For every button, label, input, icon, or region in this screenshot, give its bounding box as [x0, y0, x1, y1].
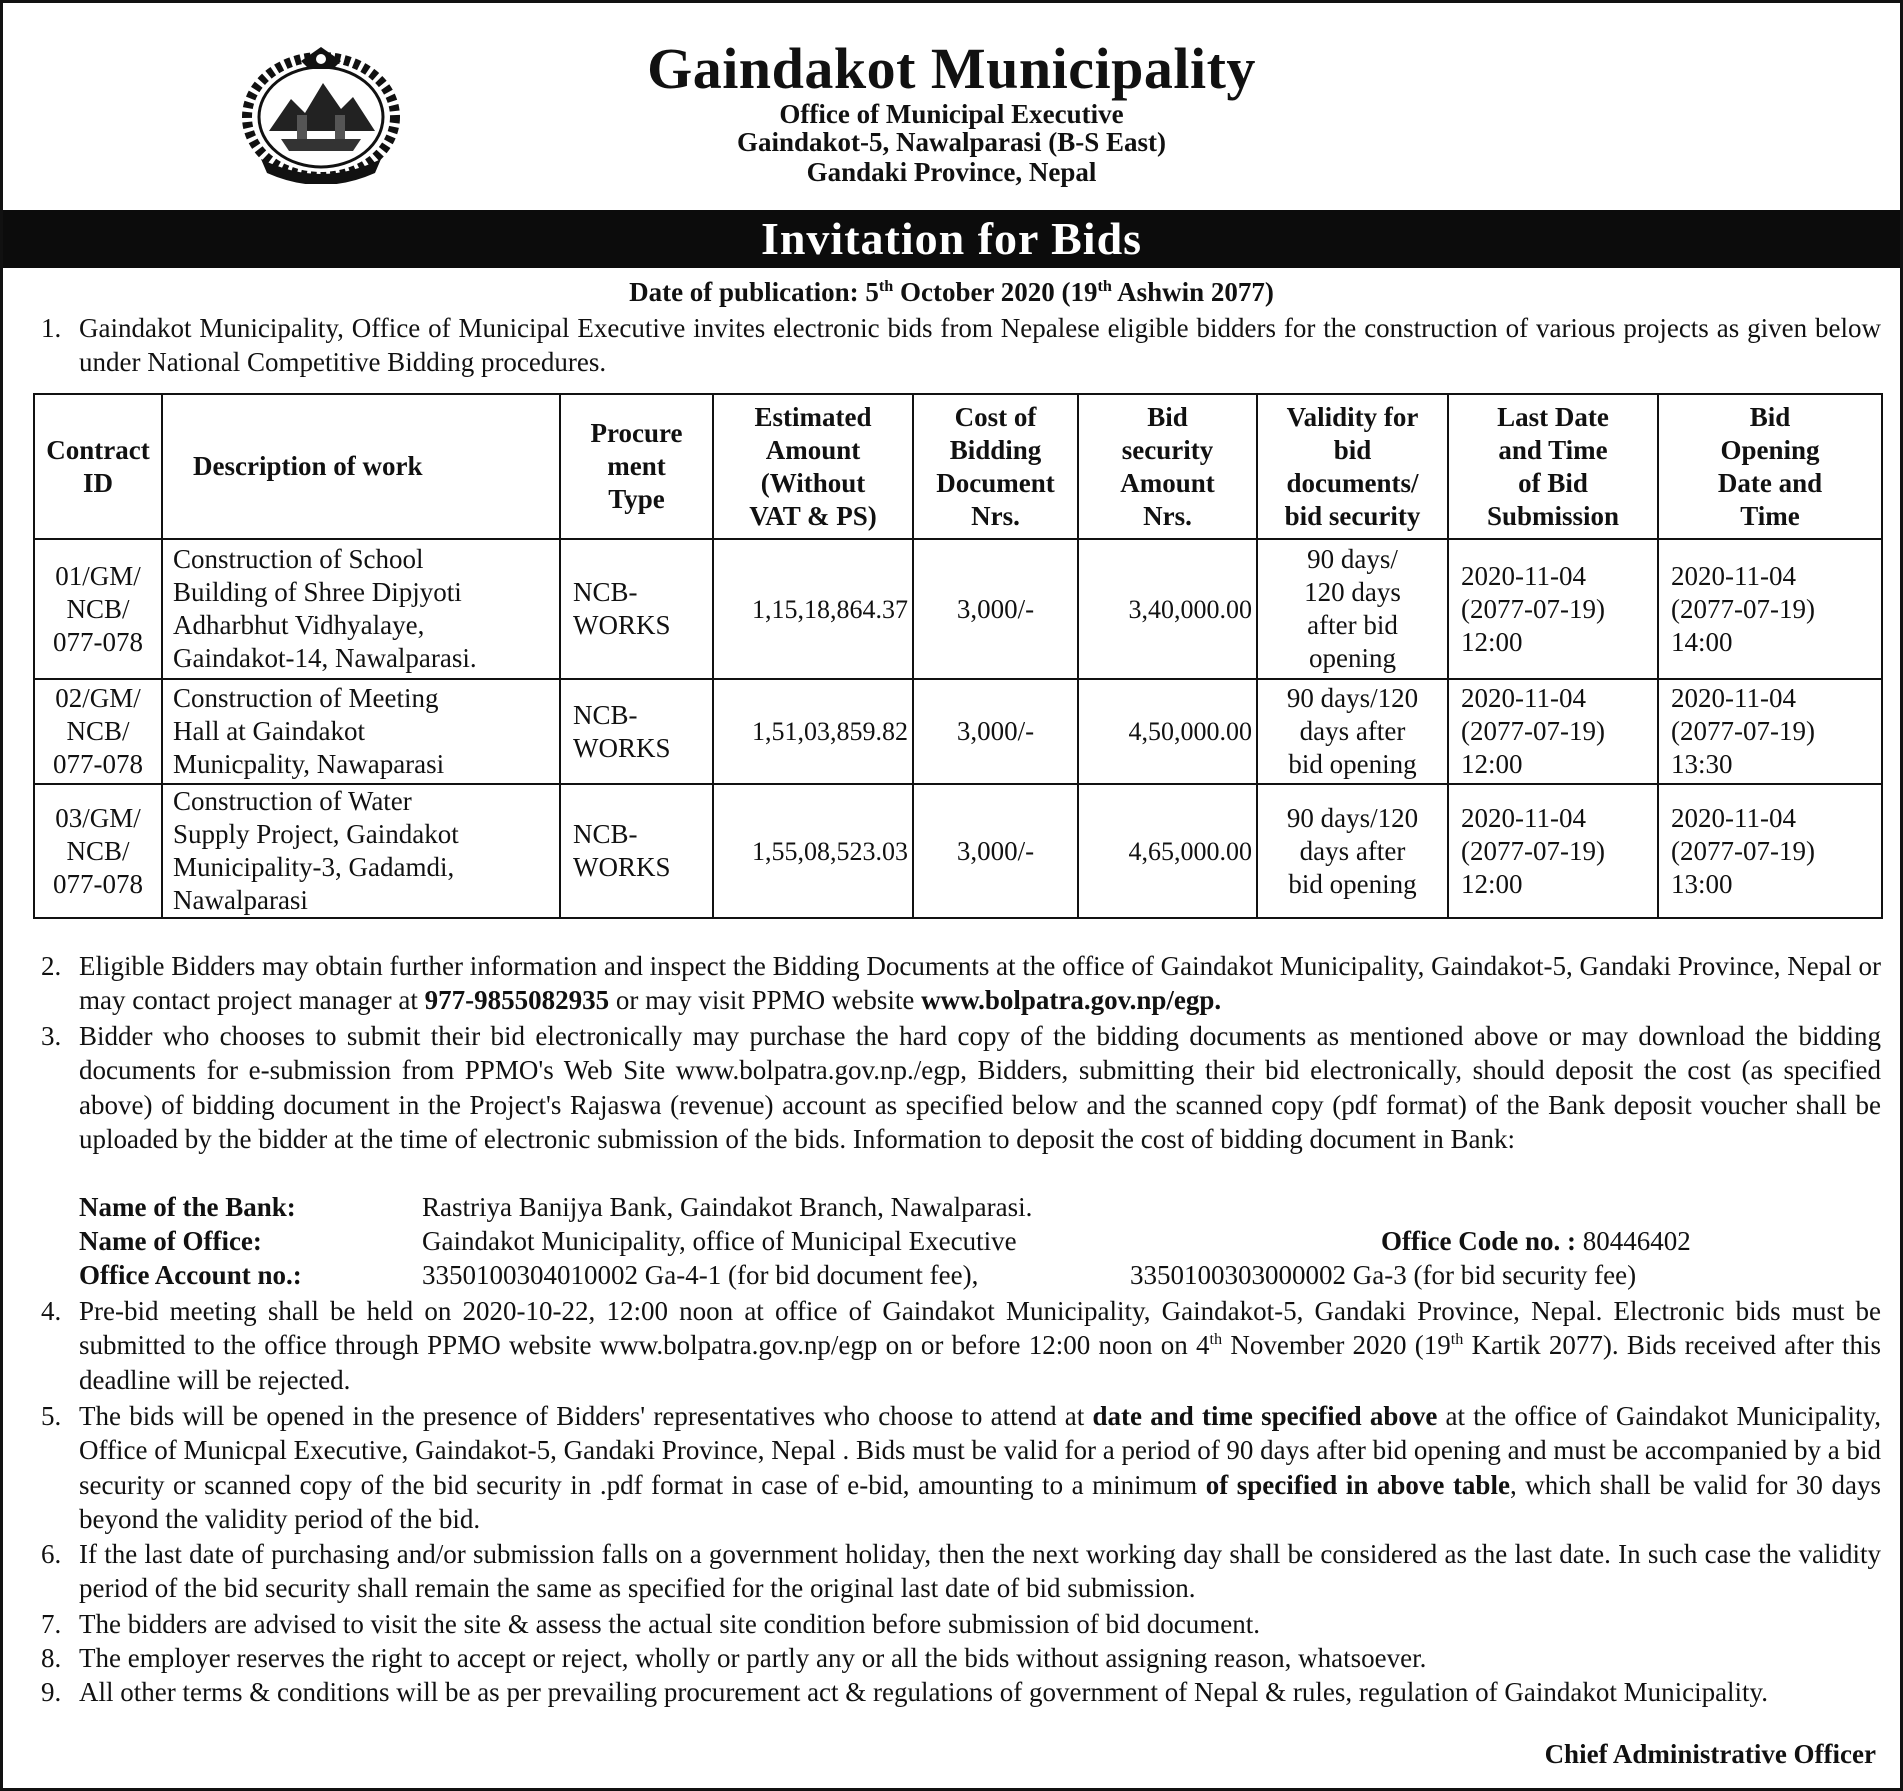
office-name: Office of Municipal Executive	[779, 99, 1124, 129]
paragraph-3	[41, 1019, 1881, 1156]
bank-name-label: Name of the Bank:	[79, 1192, 296, 1222]
notice-header	[3, 3, 1900, 208]
office-code-value: 80446402	[1582, 1226, 1691, 1256]
table-row	[34, 679, 1882, 784]
header-procurement-type: Procure ment Type	[560, 394, 713, 539]
cell-opening: 2020-11-04 (2077-07-19) 14:00	[1658, 539, 1882, 679]
account-value-1: 3350100304010002 Ga-4-1 (for bid document fee),	[422, 1260, 979, 1290]
pub-prefix: Date of publication: 5	[629, 277, 879, 307]
bank-name-value: Rastriya Banijya Bank, Gaindakot Branch, Nawalparasi.	[422, 1192, 1033, 1222]
paragraph-text: All other terms & conditions will be as per prevailing procurement act & regulations of government of Nepal & rules, regulation of Gaindakot Municipality.	[79, 1677, 1769, 1707]
municipality-title: Gaindakot Municipality	[647, 36, 1256, 101]
p4-text-c: Kartik 2077). Bids received after this deadline will be rejected.	[79, 1330, 1881, 1395]
p5-text-b: at the office of Gaindakot Municipality, Office of Municpal Executive, Gaindakot-5, Gandaki Province, Nepal . Bids must be valid for a period of 90 days after bid opening and must be accompanied by a bid security or scanned copy of the bid security in .pdf format in case of e-bid, amounting to a minimum	[79, 1401, 1882, 1500]
cell-type: NCB- WORKS	[560, 784, 713, 918]
office-address: Gaindakot-5, Nawalparasi (B-S East)	[736, 127, 1167, 157]
cell-contract-id: 03/GM/ NCB/ 077-078	[34, 784, 162, 918]
paragraph-7	[41, 1607, 1881, 1641]
paragraph-number: 5.	[41, 1401, 62, 1431]
table-header-row	[34, 394, 1882, 539]
paragraph-2	[41, 949, 1881, 1018]
paragraph-9	[41, 1675, 1881, 1709]
paragraph-text	[79, 949, 1881, 1018]
office-code-row	[1381, 1224, 1691, 1258]
pub-middle: October 2020 (19	[893, 277, 1098, 307]
p2-text-a: Eligible Bidders may obtain further information and inspect the Bidding Documents at the office of Gaindakot Municipality, Gaindakot-5, Gandaki Province, Nepal or may contact project manager at	[79, 951, 1881, 1016]
account-label: Office Account no.:	[79, 1260, 302, 1290]
header-validity: Validity for bid documents/ bid security	[1257, 394, 1448, 539]
cell-description: Construction of Water Supply Project, Gaindakot Municipality-3, Gadamdi, Nawalparasi	[162, 784, 560, 918]
office-name-value: Gaindakot Municipality, office of Municipal Executive	[422, 1226, 1017, 1256]
cell-estimated-amount: 1,51,03,859.82	[713, 679, 913, 784]
cell-last-date: 2020-11-04 (2077-07-19) 12:00	[1448, 539, 1658, 679]
header-contract-id: Contract ID	[34, 394, 162, 539]
invitation-banner: Invitation for Bids	[3, 210, 1900, 268]
account-row	[79, 1258, 302, 1292]
p5-text-a: The bids will be opened in the presence of Bidders' representatives who choose to attend at	[79, 1401, 1093, 1431]
cell-security-amount: 4,50,000.00	[1078, 679, 1257, 784]
header-description: Description of work	[162, 394, 560, 539]
p4-sup1: th	[1209, 1330, 1223, 1349]
cell-validity: 90 days/ 120 days after bid opening	[1257, 539, 1448, 679]
paragraph-number: 7.	[41, 1609, 62, 1639]
header-opening: Bid Opening Date and Time	[1658, 394, 1882, 539]
office-code-label: Office Code no. :	[1381, 1226, 1576, 1256]
p4-text-b: November 2020 (19	[1222, 1330, 1451, 1361]
paragraph-text: Bidder who chooses to submit their bid electronically may purchase the hard copy of the bidding documents as mentioned above or may download the bidding documents for e-submission from PPMO's Web Site www.bolpatra.gov.np./egp, Bidders, submitting their bid electronically, should deposit the cost (as specified above) of bidding document in the Project's Rajaswa (revenue) account as specified below and the scanned copy (pdf format) of the Bank deposit voucher shall be uploaded by the bidder at the time of electronic submission of the bids. Information to deposit the cost of bidding document in Bank:	[79, 1021, 1881, 1154]
cell-security-amount: 4,65,000.00	[1078, 784, 1257, 918]
paragraph-number: 4.	[41, 1296, 62, 1326]
paragraph-number: 1.	[41, 313, 62, 343]
cell-estimated-amount: 1,55,08,523.03	[713, 784, 913, 918]
publication-date	[3, 277, 1900, 308]
paragraph-6	[41, 1537, 1881, 1606]
cell-validity: 90 days/120 days after bid opening	[1257, 679, 1448, 784]
paragraph-number: 6.	[41, 1539, 62, 1569]
ppmo-website-link[interactable]: www.bolpatra.gov.np/egp.	[921, 985, 1222, 1016]
paragraph-text	[79, 1399, 1881, 1536]
paragraph-text: The employer reserves the right to accept or reject, wholly or partly any or all the bids without assigning reason, whatsoever.	[79, 1643, 1427, 1673]
paragraph-number: 3.	[41, 1021, 62, 1051]
p5-bold-b: of specified in above table	[1205, 1469, 1510, 1500]
cell-type: NCB- WORKS	[560, 539, 713, 679]
office-name-row	[79, 1224, 262, 1258]
cell-opening: 2020-11-04 (2077-07-19) 13:30	[1658, 679, 1882, 784]
account-value-2: 3350100303000002 Ga-3 (for bid security fee)	[1130, 1260, 1637, 1290]
pub-sup1: th	[878, 277, 894, 295]
cell-doc-cost: 3,000/-	[913, 784, 1078, 918]
p4-text-a: Pre-bid meeting shall be held on 2020-10-22, 12:00 noon at office of Gaindakot Municipality, Gaindakot-5, Gandaki Province, Nepal. Electronic bids must be submitted to the office through PPMO website www.bolpatra.gov.np/egp on or before 12:00 noon on 4	[79, 1296, 1881, 1361]
cell-contract-id: 02/GM/ NCB/ 077-078	[34, 679, 162, 784]
cell-doc-cost: 3,000/-	[913, 679, 1078, 784]
cell-last-date: 2020-11-04 (2077-07-19) 12:00	[1448, 679, 1658, 784]
table-row	[34, 539, 1882, 679]
paragraph-text	[79, 1294, 1881, 1397]
paragraph-number: 2.	[41, 951, 62, 981]
paragraph-5	[41, 1399, 1881, 1536]
cell-security-amount: 3,40,000.00	[1078, 539, 1257, 679]
header-estimated-amount: Estimated Amount (Without VAT & PS)	[713, 394, 913, 539]
cell-opening: 2020-11-04 (2077-07-19) 13:00	[1658, 784, 1882, 918]
cell-type: NCB- WORKS	[560, 679, 713, 784]
paragraph-1	[41, 311, 1881, 379]
cell-validity: 90 days/120 days after bid opening	[1257, 784, 1448, 918]
table-row	[34, 784, 1882, 918]
cell-contract-id: 01/GM/ NCB/ 077-078	[34, 539, 162, 679]
p2-text-b: or may visit PPMO website	[609, 985, 922, 1016]
office-name-label: Name of Office:	[79, 1226, 262, 1256]
contact-phone: 977-9855082935	[424, 985, 610, 1016]
pub-sup2: th	[1097, 277, 1112, 295]
p4-sup2: th	[1450, 1330, 1464, 1349]
cell-description: Construction of Meeting Hall at Gaindakot Municpality, Nawaparasi	[162, 679, 560, 784]
header-doc-cost: Cost of Bidding Document Nrs.	[913, 394, 1078, 539]
bank-name-row	[79, 1190, 296, 1224]
paragraph-number: 9.	[41, 1677, 62, 1707]
signatory-title: Chief Administrative Officer	[1544, 1739, 1876, 1769]
paragraph-8	[41, 1641, 1881, 1675]
paragraph-4	[41, 1294, 1881, 1397]
paragraph-text: Gaindakot Municipality, Office of Municipal Executive invites electronic bids from Nepalese eligible bidders for the construction of various projects as given below under National Competitive Bidding procedures.	[79, 313, 1881, 377]
cell-doc-cost: 3,000/-	[913, 539, 1078, 679]
bids-table	[33, 393, 1883, 919]
paragraph-text: The bidders are advised to visit the site & assess the actual site condition before submission of bid document.	[79, 1609, 1260, 1639]
cell-description: Construction of School Building of Shree Dipjyoti Adharbhut Vidhyalaye, Gaindakot-14, Nawalparasi.	[162, 539, 560, 679]
paragraph-number: 8.	[41, 1643, 62, 1673]
pub-suffix: Ashwin 2077)	[1111, 277, 1274, 307]
office-province: Gandaki Province, Nepal	[806, 157, 1097, 187]
header-security-amount: Bid security Amount Nrs.	[1078, 394, 1257, 539]
p5-bold-a: date and time specified above	[1092, 1401, 1438, 1431]
paragraph-text: If the last date of purchasing and/or submission falls on a government holiday, then the next working day shall be considered as the last date. In such case the validity period of the bid security shall remain the same as specified for the original last date of bid submission.	[79, 1539, 1881, 1604]
cell-estimated-amount: 1,15,18,864.37	[713, 539, 913, 679]
header-last-date: Last Date and Time of Bid Submission	[1448, 394, 1658, 539]
cell-last-date: 2020-11-04 (2077-07-19) 12:00	[1448, 784, 1658, 918]
p5-text-c: , which shall be valid for 30 days beyond the validity period of the bid.	[79, 1469, 1881, 1534]
